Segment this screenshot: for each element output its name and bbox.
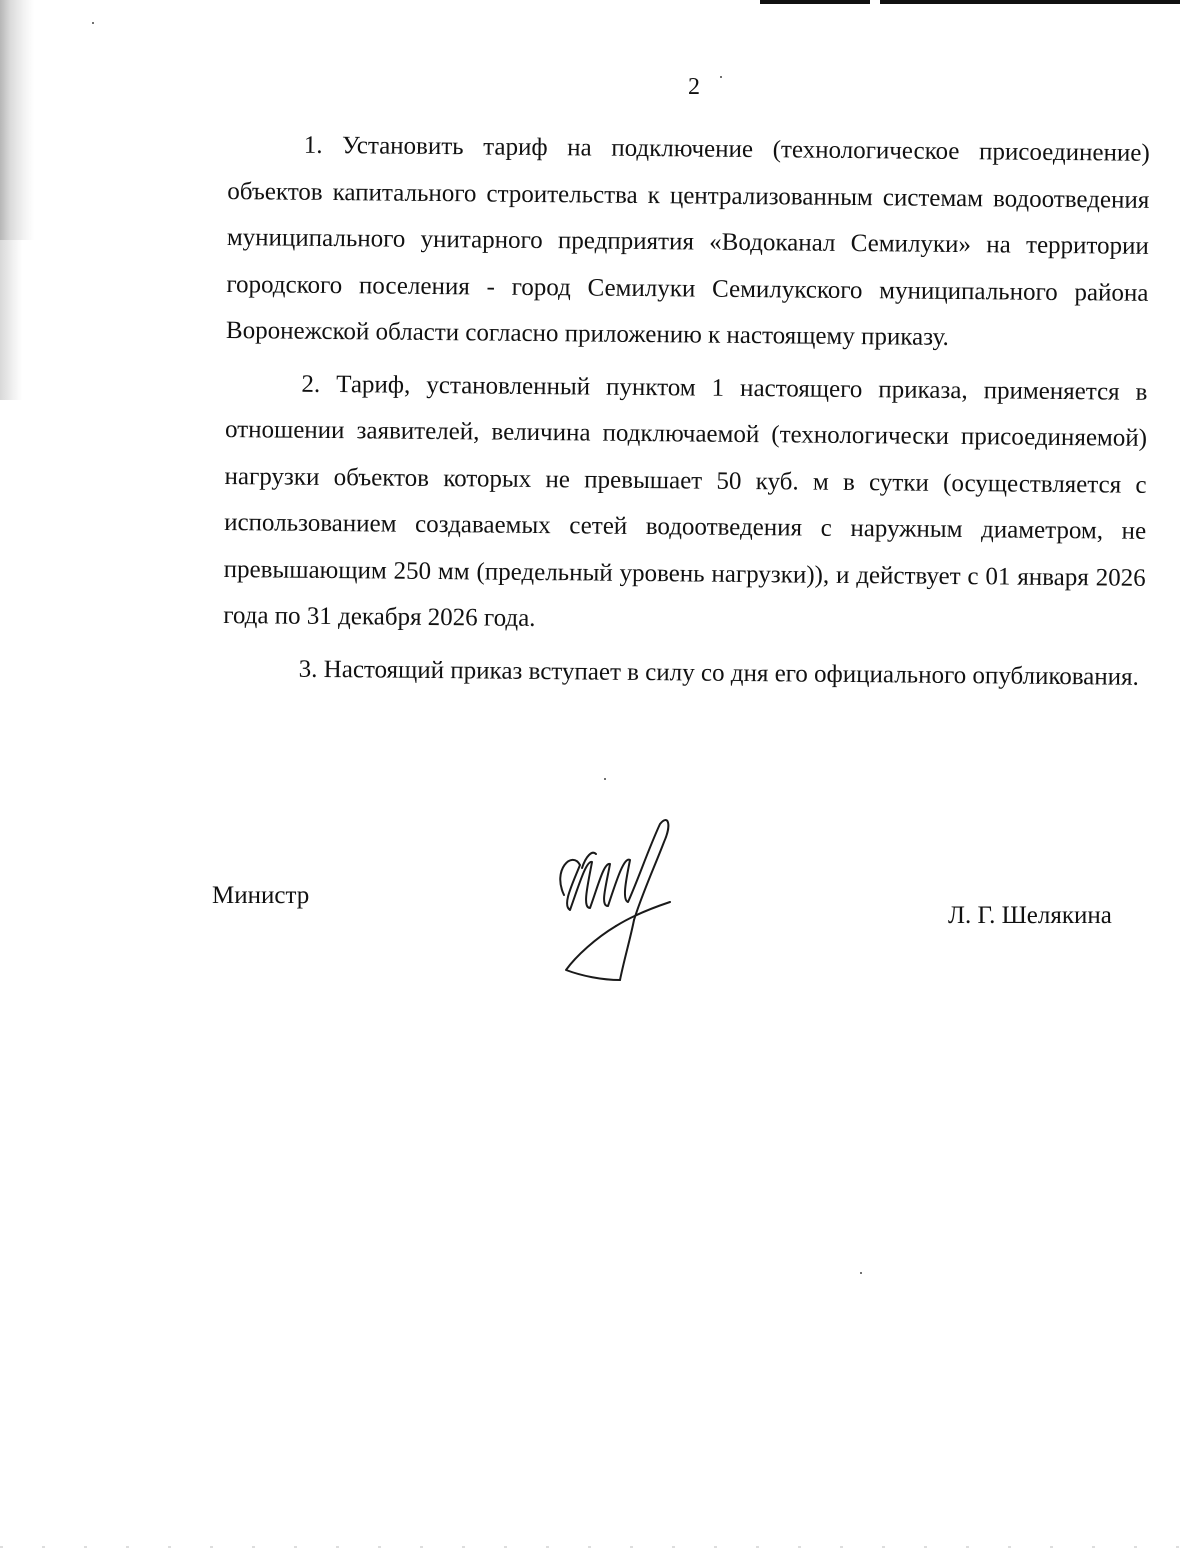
page-number: 2 [688,74,700,100]
scan-top-bar [880,0,1180,4]
scan-speck [92,22,94,24]
scan-speck [860,1272,862,1274]
scan-bottom-dots [0,1546,1200,1548]
paragraph-1: 1. Установить тариф на подключение (технологическое присоединение) объектов капитального строительства к централизованным системам водоотведения муниципального унитарного предприятия «Водоканал Семилуки» на территории городского поселения - город Семилуки Семилукского муниципального района Воронежской области согласно приложению к настоящему приказу. [225,131,1150,351]
document-body [222,122,1149,707]
signature-block [212,860,1152,1020]
paragraph-3: 3. Настоящий приказ вступает в силу со дня его официального опубликования. [298,655,1139,691]
scan-speck [720,76,722,78]
scan-edge-shadow [0,0,34,240]
paragraph-2: 2. Тариф, установленный пунктом 1 настоящего приказа, применяется в отношении заявителей, величина подключаемой (технологически присоединяемой) нагрузки объектов которых не превышает 50 куб. м в сутки (осуществляется с использованием создаваемых сетей водоотведения с наружным диаметром, не превышающим 250 мм (предельный уровень нагрузки)), и действует с 01 января 2026 года по 31 декабря 2026 года. [223,370,1148,632]
signer-position: Министр [212,882,310,909]
scan-top-bar [760,0,870,4]
scan-edge-shadow-lower [0,240,22,400]
signer-name: Л. Г. Шелякина [948,902,1112,929]
scan-speck [604,778,606,780]
handwritten-signature [542,810,672,1000]
